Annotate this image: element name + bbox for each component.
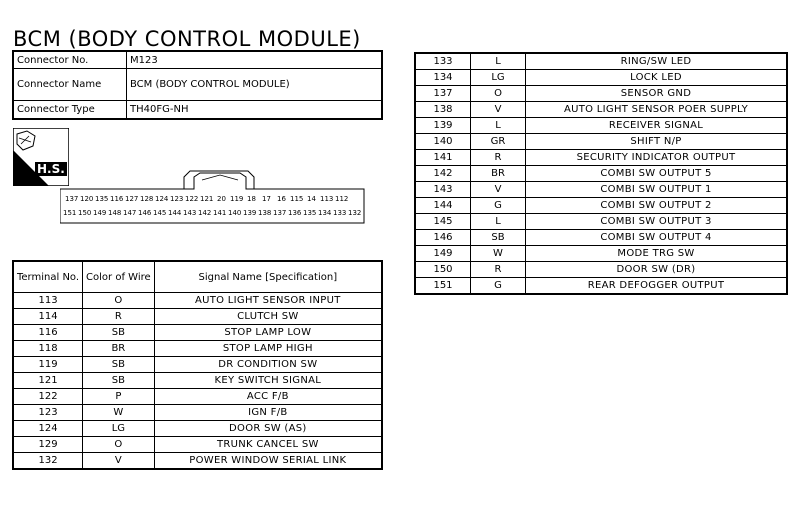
wire-color-cell: R bbox=[471, 150, 526, 166]
terminal-cell: 123 bbox=[13, 405, 83, 421]
table-row bbox=[13, 437, 382, 453]
page-title: BCM (BODY CONTROL MODULE) bbox=[13, 27, 361, 51]
info-value: M123 bbox=[127, 51, 383, 69]
table-row bbox=[13, 389, 382, 405]
connector-pin: 120 bbox=[80, 195, 94, 203]
table-row bbox=[13, 421, 382, 437]
signal-name-cell: COMBI SW OUTPUT 3 bbox=[526, 214, 788, 230]
header-signal: Signal Name [Specification] bbox=[154, 261, 382, 293]
connector-pin: 145 bbox=[153, 209, 167, 217]
signal-name-cell: IGN F/B bbox=[154, 405, 382, 421]
connector-pin: 140 bbox=[228, 209, 242, 217]
wire-color-cell: L bbox=[471, 53, 526, 70]
signal-name-cell: LOCK LED bbox=[526, 70, 788, 86]
terminal-cell: 138 bbox=[415, 102, 471, 118]
terminal-cell: 146 bbox=[415, 230, 471, 246]
table-row bbox=[415, 262, 787, 278]
table-row bbox=[415, 246, 787, 262]
connector-pin: 14 bbox=[307, 195, 316, 203]
terminal-cell: 142 bbox=[415, 166, 471, 182]
wire-color-cell: V bbox=[471, 182, 526, 198]
wire-color-cell: W bbox=[83, 405, 155, 421]
connector-pin: 137 bbox=[65, 195, 79, 203]
wire-color-cell: BR bbox=[471, 166, 526, 182]
wire-color-cell: G bbox=[471, 278, 526, 295]
table-row bbox=[415, 53, 787, 70]
table-row bbox=[13, 325, 382, 341]
terminal-cell: 151 bbox=[415, 278, 471, 295]
signal-name-cell: DR CONDITION SW bbox=[154, 357, 382, 373]
connector-pin: 113 bbox=[320, 195, 334, 203]
header-terminal: Terminal No. bbox=[13, 261, 83, 293]
connector-pin: 20 bbox=[217, 195, 226, 203]
signal-name-cell: CLUTCH SW bbox=[154, 309, 382, 325]
signal-name-cell: SHIFT N/P bbox=[526, 134, 788, 150]
terminal-cell: 114 bbox=[13, 309, 83, 325]
terminal-cell: 132 bbox=[13, 453, 83, 470]
info-label: Connector Name bbox=[13, 69, 127, 101]
wire-color-cell: LG bbox=[471, 70, 526, 86]
connector-pin: 121 bbox=[200, 195, 214, 203]
table-row bbox=[415, 102, 787, 118]
signal-name-cell: STOP LAMP LOW bbox=[154, 325, 382, 341]
connector-pin: 148 bbox=[108, 209, 122, 217]
connector-pin: 147 bbox=[123, 209, 137, 217]
connector-pin: 128 bbox=[140, 195, 154, 203]
terminal-cell: 143 bbox=[415, 182, 471, 198]
signal-name-cell: SECURITY INDICATOR OUTPUT bbox=[526, 150, 788, 166]
connector-pin: 141 bbox=[213, 209, 227, 217]
terminal-cell: 144 bbox=[415, 198, 471, 214]
connector-pin: 115 bbox=[290, 195, 304, 203]
table-row bbox=[415, 70, 787, 86]
table-row bbox=[13, 341, 382, 357]
table-row bbox=[415, 166, 787, 182]
signal-name-cell: DOOR SW (AS) bbox=[154, 421, 382, 437]
table-row bbox=[415, 198, 787, 214]
connector-pin: 123 bbox=[170, 195, 184, 203]
connector-pin: 135 bbox=[303, 209, 317, 217]
terminal-cell: 139 bbox=[415, 118, 471, 134]
hs-label: H.S. bbox=[37, 162, 65, 176]
terminal-table-right bbox=[414, 52, 788, 295]
wire-color-cell: V bbox=[83, 453, 155, 470]
table-row bbox=[415, 118, 787, 134]
terminal-cell: 124 bbox=[13, 421, 83, 437]
connector-pin: 150 bbox=[78, 209, 92, 217]
connector-pin: 119 bbox=[230, 195, 244, 203]
signal-name-cell: RECEIVER SIGNAL bbox=[526, 118, 788, 134]
signal-name-cell: COMBI SW OUTPUT 5 bbox=[526, 166, 788, 182]
connector-pin: 146 bbox=[138, 209, 152, 217]
table-row bbox=[415, 150, 787, 166]
table-row bbox=[13, 405, 382, 421]
wire-color-cell: SB bbox=[471, 230, 526, 246]
connector-pin: 134 bbox=[318, 209, 332, 217]
wire-color-cell: LG bbox=[83, 421, 155, 437]
signal-name-cell: RING/SW LED bbox=[526, 53, 788, 70]
info-label: Connector Type bbox=[13, 101, 127, 120]
terminal-cell: 133 bbox=[415, 53, 471, 70]
connector-info-row bbox=[13, 51, 382, 69]
signal-name-cell: ACC F/B bbox=[154, 389, 382, 405]
connector-info-row bbox=[13, 69, 382, 101]
signal-name-cell: AUTO LIGHT SENSOR POER SUPPLY bbox=[526, 102, 788, 118]
connector-pin: 144 bbox=[168, 209, 182, 217]
wire-color-cell: BR bbox=[83, 341, 155, 357]
table-row bbox=[13, 357, 382, 373]
connector-pin: 18 bbox=[247, 195, 256, 203]
wire-color-cell: P bbox=[83, 389, 155, 405]
signal-name-cell: REAR DEFOGGER OUTPUT bbox=[526, 278, 788, 295]
connector-pin: 136 bbox=[288, 209, 302, 217]
wire-color-cell: GR bbox=[471, 134, 526, 150]
terminal-cell: 150 bbox=[415, 262, 471, 278]
terminal-cell: 118 bbox=[13, 341, 83, 357]
connector-pin: 124 bbox=[155, 195, 169, 203]
wire-color-cell: O bbox=[83, 293, 155, 309]
terminal-cell: 129 bbox=[13, 437, 83, 453]
wire-color-cell: G bbox=[471, 198, 526, 214]
terminal-cell: 140 bbox=[415, 134, 471, 150]
wire-color-cell: W bbox=[471, 246, 526, 262]
signal-name-cell: COMBI SW OUTPUT 2 bbox=[526, 198, 788, 214]
signal-name-cell: TRUNK CANCEL SW bbox=[154, 437, 382, 453]
signal-name-cell: MODE TRG SW bbox=[526, 246, 788, 262]
wire-color-cell: SB bbox=[83, 357, 155, 373]
signal-name-cell: SENSOR GND bbox=[526, 86, 788, 102]
signal-name-cell: DOOR SW (DR) bbox=[526, 262, 788, 278]
info-label: Connector No. bbox=[13, 51, 127, 69]
connector-pin: 16 bbox=[277, 195, 286, 203]
wire-color-cell: R bbox=[471, 262, 526, 278]
connector-pin: 127 bbox=[125, 195, 139, 203]
info-value: TH40FG-NH bbox=[127, 101, 383, 120]
terminal-cell: 122 bbox=[13, 389, 83, 405]
signal-name-cell: POWER WINDOW SERIAL LINK bbox=[154, 453, 382, 470]
table-row bbox=[415, 214, 787, 230]
connector-pin: 17 bbox=[262, 195, 271, 203]
signal-name-cell: COMBI SW OUTPUT 4 bbox=[526, 230, 788, 246]
connector-info-row bbox=[13, 101, 382, 120]
wire-color-cell: L bbox=[471, 214, 526, 230]
wire-color-cell: V bbox=[471, 102, 526, 118]
terminal-cell: 134 bbox=[415, 70, 471, 86]
wire-color-cell: O bbox=[471, 86, 526, 102]
table-row bbox=[13, 373, 382, 389]
signal-name-cell: STOP LAMP HIGH bbox=[154, 341, 382, 357]
table-header-row bbox=[13, 261, 382, 293]
wire-color-cell: SB bbox=[83, 325, 155, 341]
wire-color-cell: SB bbox=[83, 373, 155, 389]
connector-pin: 137 bbox=[273, 209, 287, 217]
table-row bbox=[415, 278, 787, 295]
terminal-cell: 113 bbox=[13, 293, 83, 309]
table-row bbox=[415, 182, 787, 198]
wire-color-cell: O bbox=[83, 437, 155, 453]
terminal-cell: 137 bbox=[415, 86, 471, 102]
signal-name-cell: KEY SWITCH SIGNAL bbox=[154, 373, 382, 389]
connector-pin: 138 bbox=[258, 209, 272, 217]
connector-pin: 116 bbox=[110, 195, 124, 203]
terminal-table-left bbox=[12, 260, 383, 470]
connector-pin: 133 bbox=[333, 209, 347, 217]
connector-pin: 112 bbox=[335, 195, 349, 203]
connector-pin: 151 bbox=[63, 209, 77, 217]
wire-color-cell: L bbox=[471, 118, 526, 134]
connector-pin: 139 bbox=[243, 209, 257, 217]
terminal-cell: 145 bbox=[415, 214, 471, 230]
signal-name-cell: AUTO LIGHT SENSOR INPUT bbox=[154, 293, 382, 309]
table-row bbox=[13, 293, 382, 309]
table-row bbox=[415, 230, 787, 246]
terminal-cell: 149 bbox=[415, 246, 471, 262]
table-row bbox=[13, 453, 382, 470]
terminal-cell: 141 bbox=[415, 150, 471, 166]
connector-pin: 135 bbox=[95, 195, 109, 203]
wire-color-cell: R bbox=[83, 309, 155, 325]
connector-pin: 122 bbox=[185, 195, 199, 203]
connector-info-table bbox=[12, 50, 383, 120]
table-row bbox=[415, 134, 787, 150]
header-color: Color of Wire bbox=[83, 261, 155, 293]
table-row bbox=[13, 309, 382, 325]
connector-pin: 149 bbox=[93, 209, 107, 217]
connector-pin: 143 bbox=[183, 209, 197, 217]
signal-name-cell: COMBI SW OUTPUT 1 bbox=[526, 182, 788, 198]
table-row bbox=[415, 86, 787, 102]
terminal-cell: 116 bbox=[13, 325, 83, 341]
terminal-cell: 119 bbox=[13, 357, 83, 373]
info-value: BCM (BODY CONTROL MODULE) bbox=[127, 69, 383, 101]
terminal-cell: 121 bbox=[13, 373, 83, 389]
connector-pin: 132 bbox=[348, 209, 362, 217]
connector-pin: 142 bbox=[198, 209, 212, 217]
